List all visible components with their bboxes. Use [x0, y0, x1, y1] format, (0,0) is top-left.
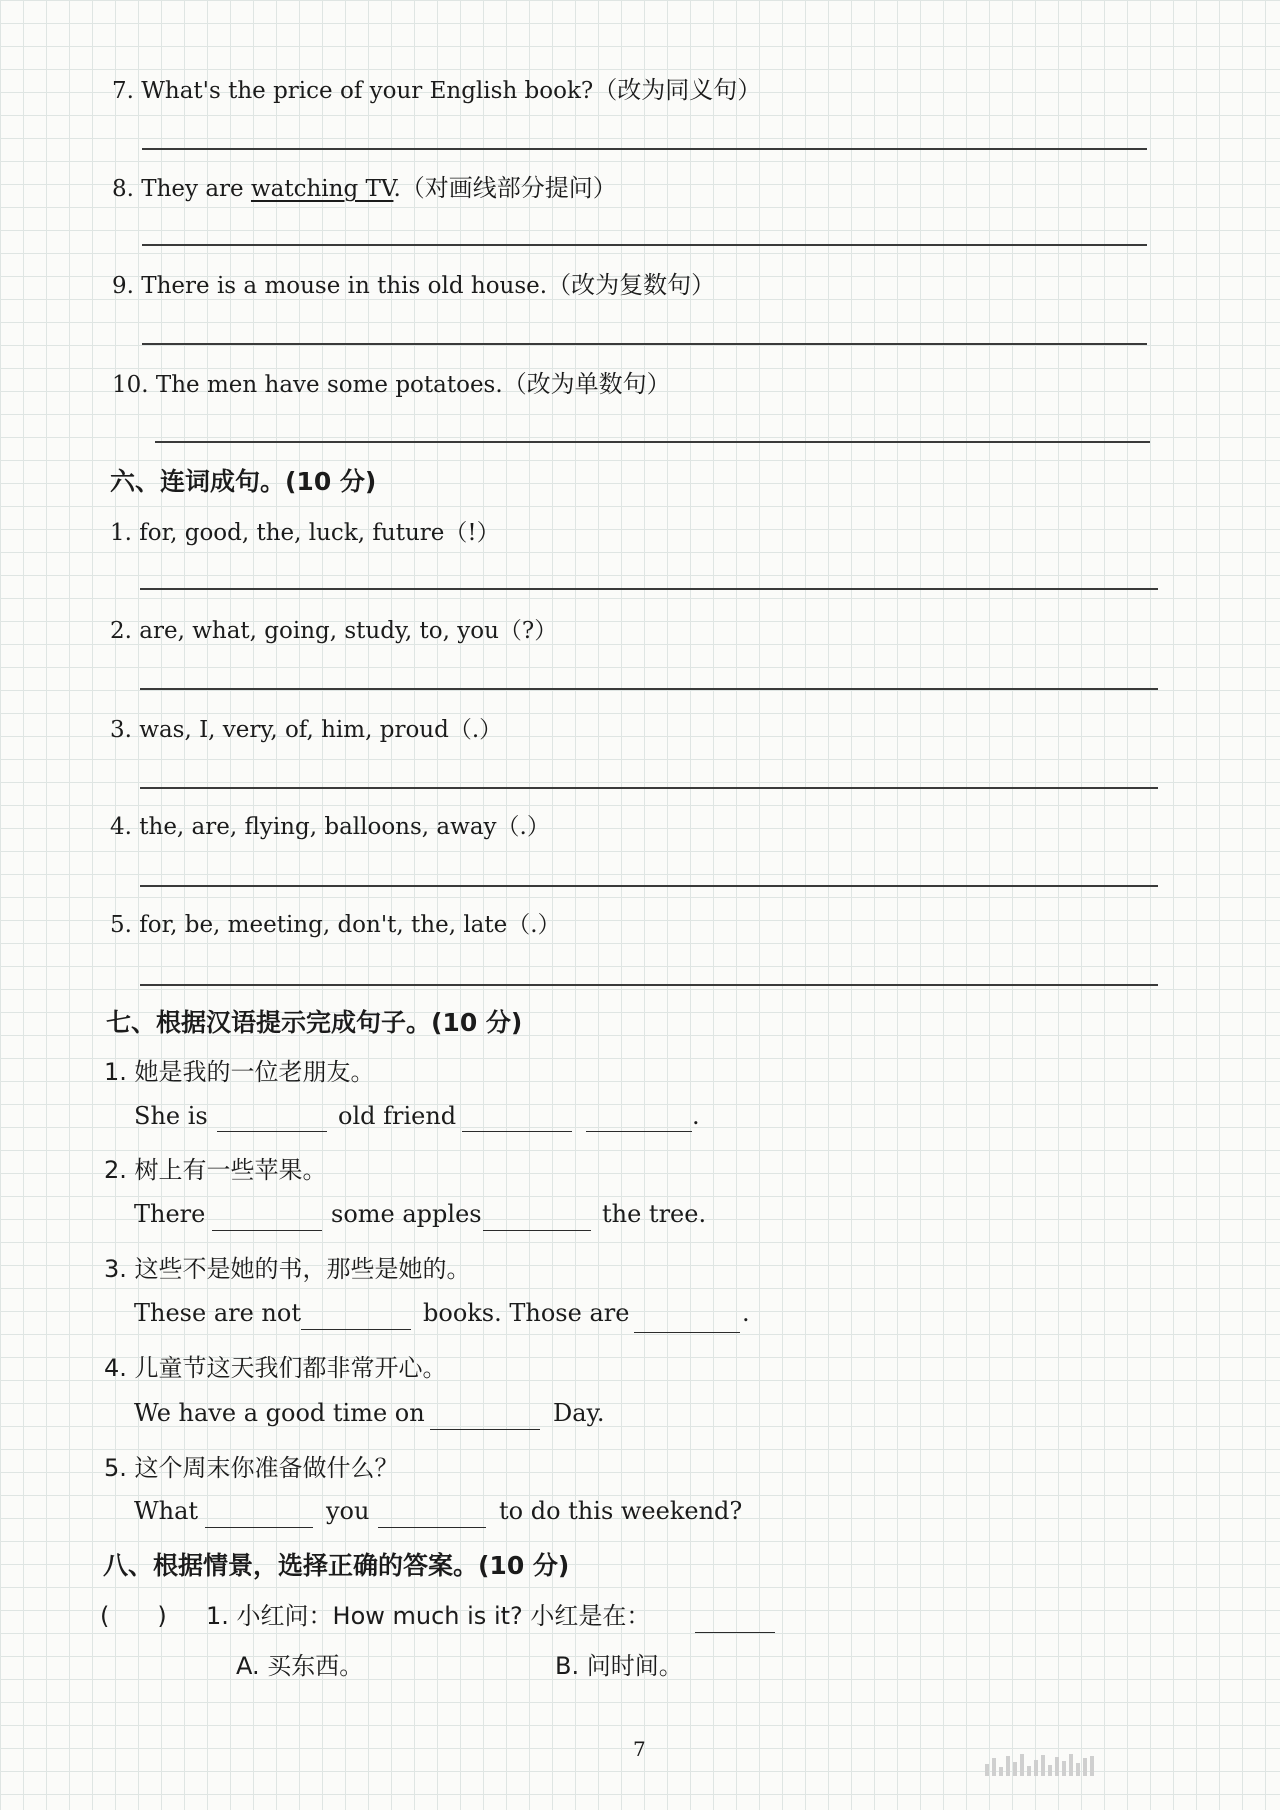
fill-text: to do this weekend? — [499, 1497, 743, 1525]
fill-text: old friend — [338, 1102, 457, 1130]
sec5-q10: 10. The men have some potatoes.（改为单数句） — [112, 370, 671, 398]
fill-text: What — [134, 1497, 199, 1525]
fill-text: . — [692, 1102, 700, 1130]
fill-text: some apples — [331, 1200, 482, 1228]
fill-blank[interactable] — [205, 1527, 313, 1528]
sec8-question: 1. 小红问：How much is it? 小红是在： — [206, 1602, 651, 1630]
fill-text: . — [742, 1299, 750, 1327]
fill-blank[interactable] — [586, 1131, 692, 1132]
underlined-phrase: watching TV — [250, 176, 394, 202]
section-8-heading: 八、根据情景，选择正确的答案。(10 分) — [103, 1551, 570, 1580]
fill-text: She is — [134, 1102, 208, 1130]
sec5-q8: 8. They are watching TV.（对画线部分提问） — [112, 174, 617, 202]
fill-blank[interactable] — [695, 1632, 775, 1633]
answer-line[interactable] — [140, 688, 1158, 690]
fill-text: There — [134, 1200, 206, 1228]
sec6-item: 2. are, what, going, study, to, you（?） — [110, 618, 558, 644]
fill-text: These are not — [134, 1299, 301, 1327]
fill-blank[interactable] — [212, 1230, 322, 1231]
answer-line[interactable] — [140, 984, 1158, 986]
answer-line[interactable] — [142, 343, 1147, 345]
fill-text: We have a good time on — [134, 1399, 425, 1427]
answer-line[interactable] — [155, 441, 1150, 443]
answer-line[interactable] — [140, 885, 1158, 887]
option-b[interactable]: B. 问时间。 — [555, 1652, 683, 1680]
fill-text: the tree. — [602, 1200, 707, 1228]
fill-text: you — [326, 1497, 370, 1525]
answer-line[interactable] — [140, 787, 1158, 789]
answer-line[interactable] — [140, 588, 1158, 590]
answer-paren[interactable]: ( ) — [100, 1602, 167, 1630]
fill-blank[interactable] — [430, 1429, 540, 1430]
sec7-prompt: 5. 这个周末你准备做什么？ — [104, 1454, 399, 1482]
fill-blank[interactable] — [462, 1131, 572, 1132]
sec5-q9: 9. There is a mouse in this old house.（改为复数句） — [112, 271, 716, 299]
sec7-prompt: 2. 树上有一些苹果。 — [104, 1156, 327, 1184]
sec6-item: 1. for, good, the, luck, future（!） — [110, 520, 500, 546]
fill-blank[interactable] — [217, 1131, 327, 1132]
section-7-heading: 七、根据汉语提示完成句子。(10 分) — [106, 1008, 523, 1037]
sec6-item: 5. for, be, meeting, don't, the, late（.） — [110, 912, 561, 938]
sec7-prompt: 4. 儿童节这天我们都非常开心。 — [104, 1354, 447, 1382]
sec5-q7: 7. What's the price of your English book?（改为同义句） — [112, 76, 762, 104]
section-6-heading: 六、连词成句。(10 分) — [110, 467, 377, 496]
fill-blank[interactable] — [378, 1527, 486, 1528]
option-a[interactable]: A. 买东西。 — [236, 1652, 364, 1680]
fill-blank[interactable] — [634, 1332, 740, 1333]
watermark-icon — [985, 1752, 1250, 1776]
sec6-item: 4. the, are, flying, balloons, away（.） — [110, 814, 550, 840]
fill-blank[interactable] — [483, 1230, 591, 1231]
fill-blank[interactable] — [301, 1329, 411, 1330]
answer-line[interactable] — [142, 244, 1147, 246]
sec6-item: 3. was, I, very, of, him, proud（.） — [110, 717, 503, 743]
fill-text: Day. — [553, 1399, 605, 1427]
answer-line[interactable] — [142, 148, 1147, 150]
sec7-prompt: 1. 她是我的一位老朋友。 — [104, 1058, 375, 1086]
fill-text: books. Those are — [423, 1299, 630, 1327]
sec7-prompt: 3. 这些不是她的书，那些是她的。 — [104, 1255, 471, 1283]
page-number: 7 — [633, 1737, 646, 1761]
